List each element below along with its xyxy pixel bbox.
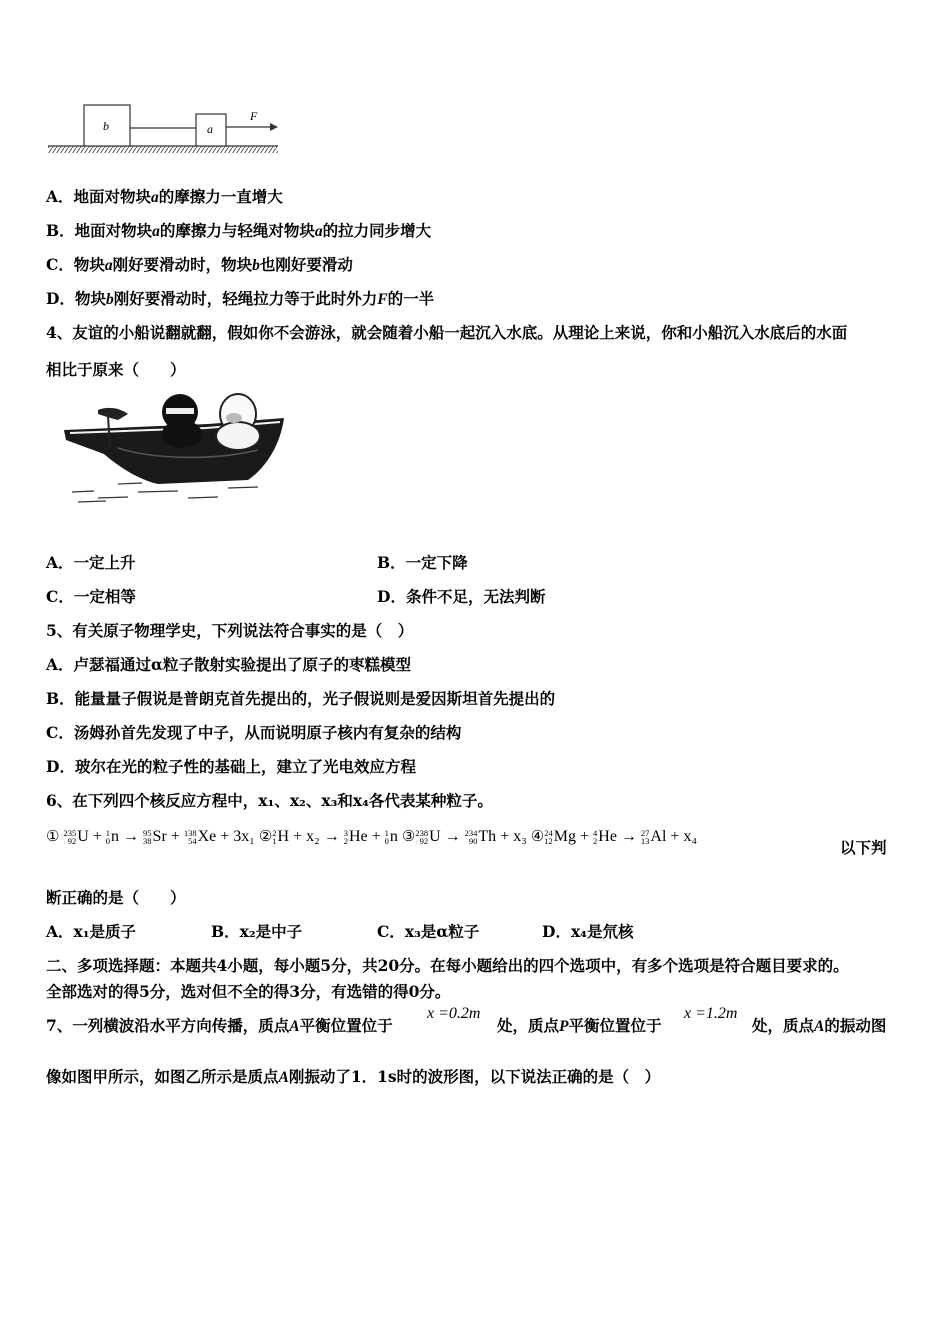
q5-option-d: D．玻尔在光的粒子性的基础上，建立了光电效应方程 xyxy=(46,757,416,776)
q7-x2: x =1.2m xyxy=(684,1005,738,1022)
q6-stem: 6、在下列四个核反应方程中，x₁、x₂、x₃和x₄各代表某种粒子。 xyxy=(46,791,493,810)
q6-eq-tail: 以下判 xyxy=(840,838,887,857)
q3-option-a: A．地面对物块a的摩擦力一直增大 xyxy=(46,187,283,206)
q4-stem-line1: 4、友谊的小船说翻就翻，假如你不会游泳，就会随着小船一起沉入水底。从理论上来说，你和小船沉入水底后的水面 xyxy=(46,323,848,342)
q6-stem-cont: 断正确的是（ ） xyxy=(46,888,186,907)
q6-option-c: C．x₃是α粒子 xyxy=(377,922,480,941)
q5-option-a: A．卢瑟福通过α粒子散射实验提出了原子的枣糕模型 xyxy=(46,655,411,674)
section2-line1: 二、多项选择题：本题共4小题，每小题5分，共20分。在每小题给出的四个选项中，有多个选项是符合题目要求的。 xyxy=(46,956,849,975)
q4-stem-line2: 相比于原来（ ） xyxy=(46,360,186,379)
q4-option-d: D．条件不足，无法判断 xyxy=(377,587,546,606)
ground-hatch xyxy=(48,146,278,153)
q7-stem-line1-end: 处，质点A的振动图 xyxy=(752,1016,887,1035)
q6-equations xyxy=(46,824,697,849)
equation-4: ④ 24 12 Mg + 4 2 He → 27 13 Al + x₄ xyxy=(530,828,698,847)
q6-option-a: A．x₁是质子 xyxy=(46,922,137,941)
person-left xyxy=(162,394,202,448)
block-b-label: b xyxy=(103,119,109,133)
q3-option-d: D．物块b刚好要滑动时，轻绳拉力等于此时外力F的一半 xyxy=(46,289,435,308)
force-label: F xyxy=(250,109,258,123)
section2-line2: 全部选对的得5分，选对但不全的得3分，有选错的得0分。 xyxy=(46,982,451,1001)
q3-option-c: C．物块a刚好要滑动时，物块b也刚好要滑动 xyxy=(46,255,353,274)
q7-stem-line2: 像如图甲所示，如图乙所示是质点A刚振动了1．1s时的波形图，以下说法正确的是（ ） xyxy=(46,1067,661,1086)
boat-illustration xyxy=(58,388,294,510)
equation-2: ② 2 1 H + x₂ → 3 2 He + 1 0 n xyxy=(258,828,398,847)
q6-option-b: B．x₂是中子 xyxy=(211,922,303,941)
q4-option-c: C．一定相等 xyxy=(46,587,136,606)
block-a-label: a xyxy=(207,122,213,136)
blocks-figure xyxy=(44,100,284,160)
q4-option-b: B．一定下降 xyxy=(377,553,468,572)
person-right xyxy=(216,394,260,450)
force-arrow-head xyxy=(270,123,278,131)
q5-option-c: C．汤姆孙首先发现了中子，从而说明原子核内有复杂的结构 xyxy=(46,723,462,742)
q5-option-b: B．能量量子假说是普朗克首先提出的，光子假说则是爱因斯坦首先提出的 xyxy=(46,689,556,708)
q6-option-d: D．x₄是氘核 xyxy=(542,922,634,941)
equation-3: ③ 238 92 U → 234 90 Th + x₃ xyxy=(401,828,527,847)
q4-option-a: A．一定上升 xyxy=(46,553,136,572)
q7-stem-line1-mid: 处，质点P平衡位置位于 xyxy=(497,1016,662,1035)
q5-stem: 5、有关原子物理学史，下列说法符合事实的是（ ） xyxy=(46,621,414,640)
water-ripples xyxy=(72,483,258,502)
equation-1: ① 235 92 U + 1 0 n → 95 38 Sr + 138 54 Xe + 3x₁ xyxy=(46,828,255,847)
q7-stem-line1: 7、一列横波沿水平方向传播，质点A平衡位置位于 xyxy=(46,1016,393,1035)
q3-option-b: B．地面对物块a的摩擦力与轻绳对物块a的拉力同步增大 xyxy=(46,221,432,240)
q7-x1: x =0.2m xyxy=(427,1005,481,1022)
